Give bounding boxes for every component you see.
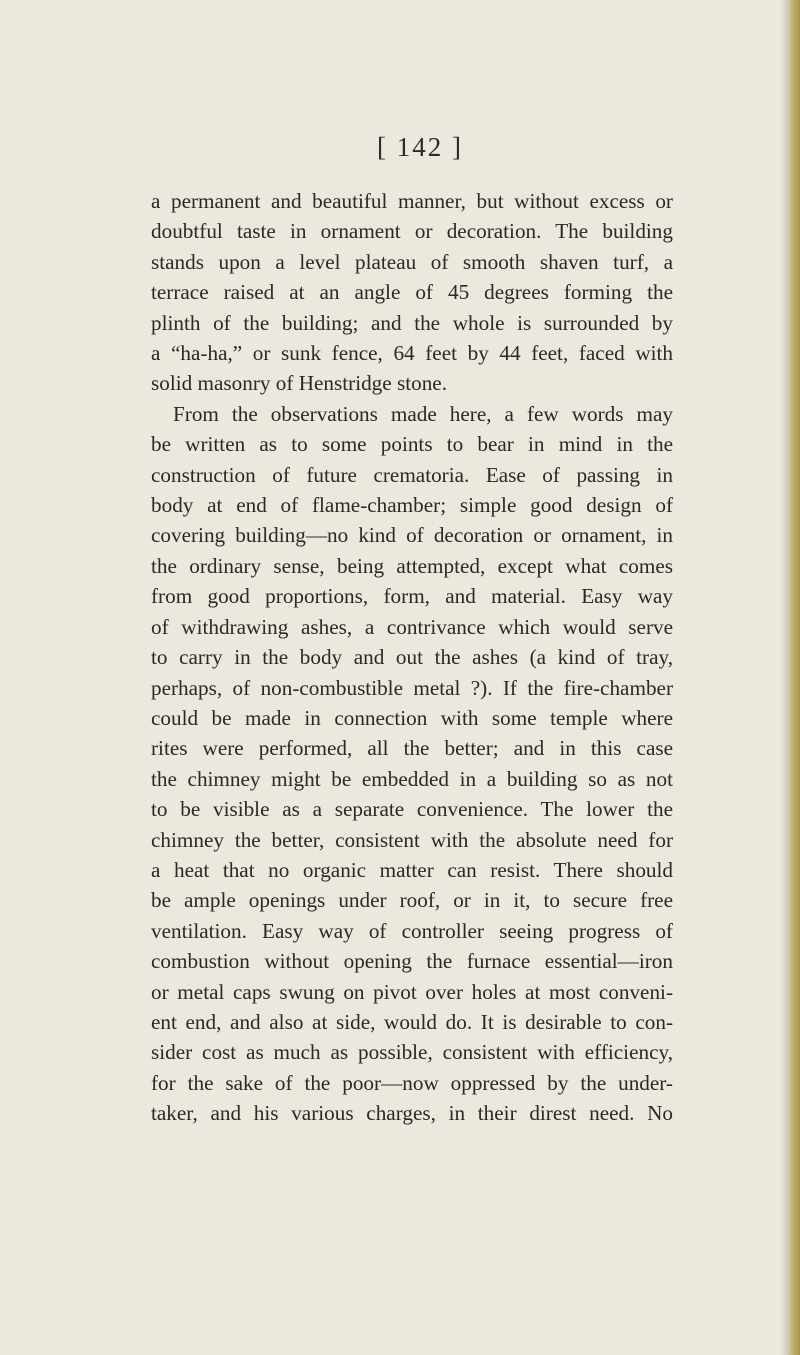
text-line: chimney the better, consistent with the absolute need for [151, 827, 673, 852]
text-line: plinth of the building; and the whole is surrounded by [151, 310, 673, 335]
text-line: body at end of flame-chamber; simple good design of [151, 493, 673, 518]
text-line: the ordinary sense, being attempted, except what comes [151, 553, 673, 578]
text-line: solid masonry of Henstridge stone. [151, 371, 447, 396]
text-line: or metal caps swung on pivot over holes at most conveni- [151, 979, 673, 1004]
text-line: to carry in the body and out the ashes (a kind of tray, [151, 645, 673, 670]
text-line: the chimney might be embedded in a building so as not [151, 766, 673, 791]
text-line: a permanent and beautiful manner, but without excess or [151, 189, 673, 213]
text-line: of withdrawing ashes, a contrivance which would serve [151, 614, 673, 639]
text-line: to be visible as a separate convenience. The lower the [151, 797, 673, 822]
text-line: could be made in connection with some temple where [151, 705, 673, 730]
text-line: covering building—no kind of decoration or ornament, in [151, 523, 673, 548]
text-line: combustion without opening the furnace essential—iron [151, 949, 673, 974]
text-line: for the sake of the poor—now oppressed by the under- [151, 1070, 673, 1095]
text-line: be ample openings under roof, or in it, to secure free [151, 888, 673, 913]
text-line: rites were performed, all the better; and in this case [151, 736, 673, 761]
text-line: perhaps, of non-combustible metal ?). If the fire-chamber [151, 675, 673, 700]
text-line: terrace raised at an angle of 45 degrees forming the [151, 280, 673, 305]
body-text [151, 186, 673, 1129]
paragraph-start-line: From the observations made here, a few words may [173, 401, 673, 426]
page-fore-edge [786, 0, 800, 1355]
text-line: a heat that no organic matter can resist. There should [151, 857, 673, 882]
page-number: [ 142 ] [377, 132, 463, 162]
text-line: ent end, and also at side, would do. It is desirable to con- [151, 1009, 673, 1034]
text-line: taker, and his various charges, in their direst need. No [151, 1101, 673, 1126]
text-line: stands upon a level plateau of smooth shaven turf, a [151, 249, 673, 274]
text-line: ventilation. Easy way of controller seeing progress of [151, 918, 673, 943]
text-line: sider cost as much as possible, consistent with efficiency, [151, 1040, 673, 1065]
text-line: doubtful taste in ornament or decoration. The building [151, 219, 673, 244]
text-line: construction of future crematoria. Ease of passing in [151, 462, 673, 487]
text-line: from good proportions, form, and material. Easy way [151, 584, 673, 609]
text-line: be written as to some points to bear in mind in the [151, 432, 673, 457]
text-line: a “ha-ha,” or sunk fence, 64 feet by 44 feet, faced with [151, 341, 673, 366]
